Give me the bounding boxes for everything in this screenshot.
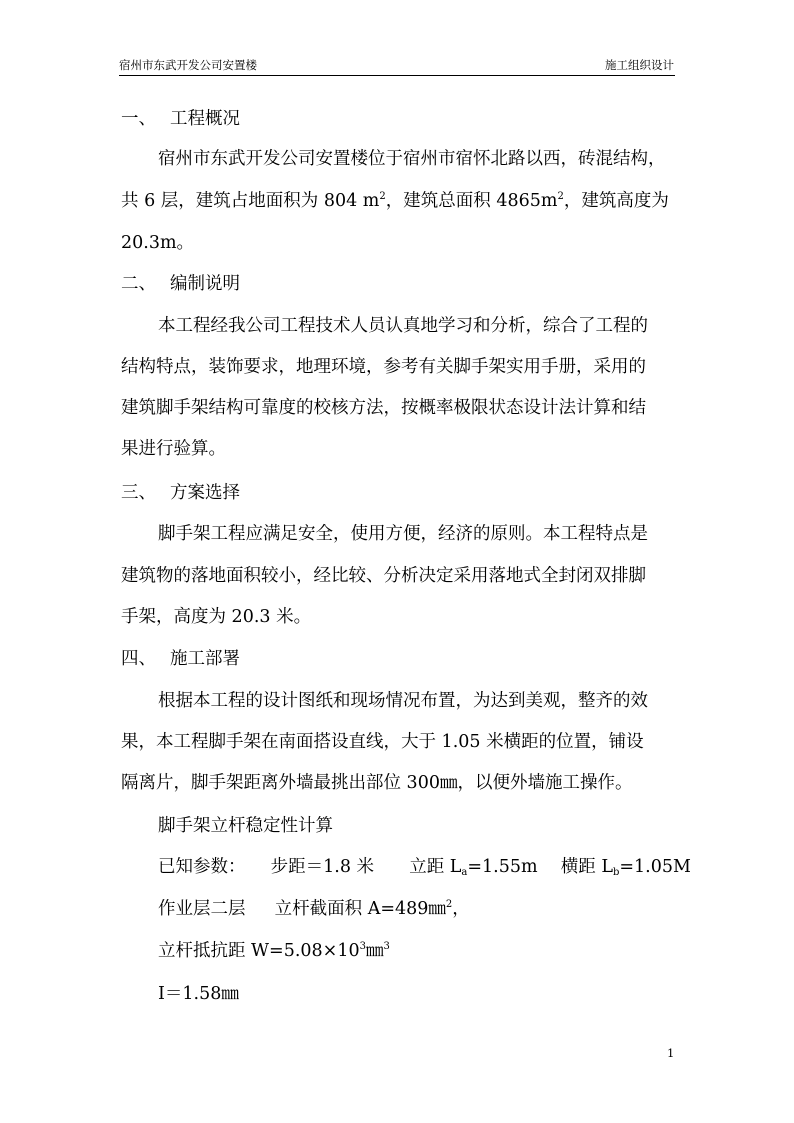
resisting-moment: 立杆抵抗距 $W=5.08\times 10^3㎜^3$	[158, 941, 390, 961]
paragraph-line	[158, 523, 676, 545]
section-number: 四、	[121, 649, 156, 669]
section-title: 编制说明	[170, 274, 240, 294]
section-heading-overview	[121, 108, 240, 130]
known-label: 已知参数：	[158, 857, 246, 877]
paragraph-text: 共 6 层，建筑占地面积为 804 $m^2$，建筑总面积 $4865m^2$，建筑高度为	[121, 191, 669, 211]
work-layer: 作业层二层	[158, 899, 246, 919]
paragraph-text: 建筑物的落地面积较小，经比较、分析决定采用落地式全封闭双排脚	[121, 566, 646, 586]
header-document-type: 施工组织设计	[605, 58, 674, 72]
paragraph-text: 果，本工程脚手架在南面搭设直线，大于 1.05 米横距的位置，铺设	[121, 732, 644, 752]
paragraph-line	[158, 315, 675, 337]
vertical-distance: 立距 $L_a=1.55m$	[409, 857, 538, 878]
calc-title: 脚手架立杆稳定性计算	[158, 816, 333, 836]
section-number: 二、	[121, 274, 156, 294]
paragraph-line	[121, 232, 194, 254]
horizontal-distance: 横距 $L_b=1.05M$	[560, 857, 691, 878]
paragraph-text: 脚手架工程应满足安全，使用方便，经济的原则。本工程特点是	[158, 524, 648, 544]
paragraph-line	[158, 690, 676, 712]
paragraph-line	[121, 772, 632, 794]
paragraph-text: 根据本工程的设计图纸和现场情况布置，为达到美观，整齐的效	[158, 691, 648, 711]
page-number: 1	[667, 1046, 675, 1060]
paragraph-text: 宿州市东武开发公司安置楼位于宿州市宿怀北路以西，砖混结构，	[158, 149, 666, 169]
paragraph-text: 结构特点，装饰要求，地理环境，参考有关脚手架实用手册，采用的	[121, 357, 646, 377]
section-title: 施工部署	[170, 649, 240, 669]
calc-inertia: I＝1.58㎜	[158, 984, 239, 1004]
paragraph-text: 果进行验算。	[121, 439, 226, 459]
section-heading-scheme	[121, 482, 240, 504]
header-rule	[119, 75, 675, 76]
section-number: 三、	[121, 483, 156, 503]
paragraph-line	[121, 438, 226, 460]
section-title: 方案选择	[170, 483, 240, 503]
paragraph-line	[158, 148, 676, 170]
calc-layer-area	[158, 898, 470, 920]
section-number: 一、	[121, 109, 156, 129]
paragraph-line	[121, 397, 675, 419]
calc-moment	[158, 940, 390, 962]
paragraph-text: 20.3m。	[121, 233, 195, 253]
header-project-name: 宿州市东武开发公司安置楼	[119, 58, 257, 72]
section-area: 立杆截面积 A=489㎜$^2$，	[274, 899, 470, 919]
paragraph-line	[121, 606, 311, 628]
page-header	[119, 57, 674, 75]
paragraph-line	[121, 356, 675, 378]
paragraph-text: 手架，高度为 20.3 米。	[121, 607, 312, 627]
paragraph-text: 本工程经我公司工程技术人员认真地学习和分析，综合了工程的	[158, 316, 648, 336]
paragraph-line	[121, 731, 675, 753]
calc-known-params	[158, 856, 691, 878]
section-heading-deploy	[121, 648, 240, 670]
paragraph-text: 建筑脚手架结构可靠度的校核方法，按概率极限状态设计法计算和结	[121, 398, 646, 418]
section-heading-compile	[121, 273, 240, 295]
paragraph-line	[121, 565, 675, 587]
section-title: 工程概况	[170, 109, 240, 129]
step-distance: 步距＝1.8 米	[270, 857, 375, 877]
paragraph-text: 隔离片，脚手架距离外墙最挑出部位 300㎜，以便外墙施工操作。	[121, 773, 633, 793]
paragraph-line	[121, 190, 669, 212]
